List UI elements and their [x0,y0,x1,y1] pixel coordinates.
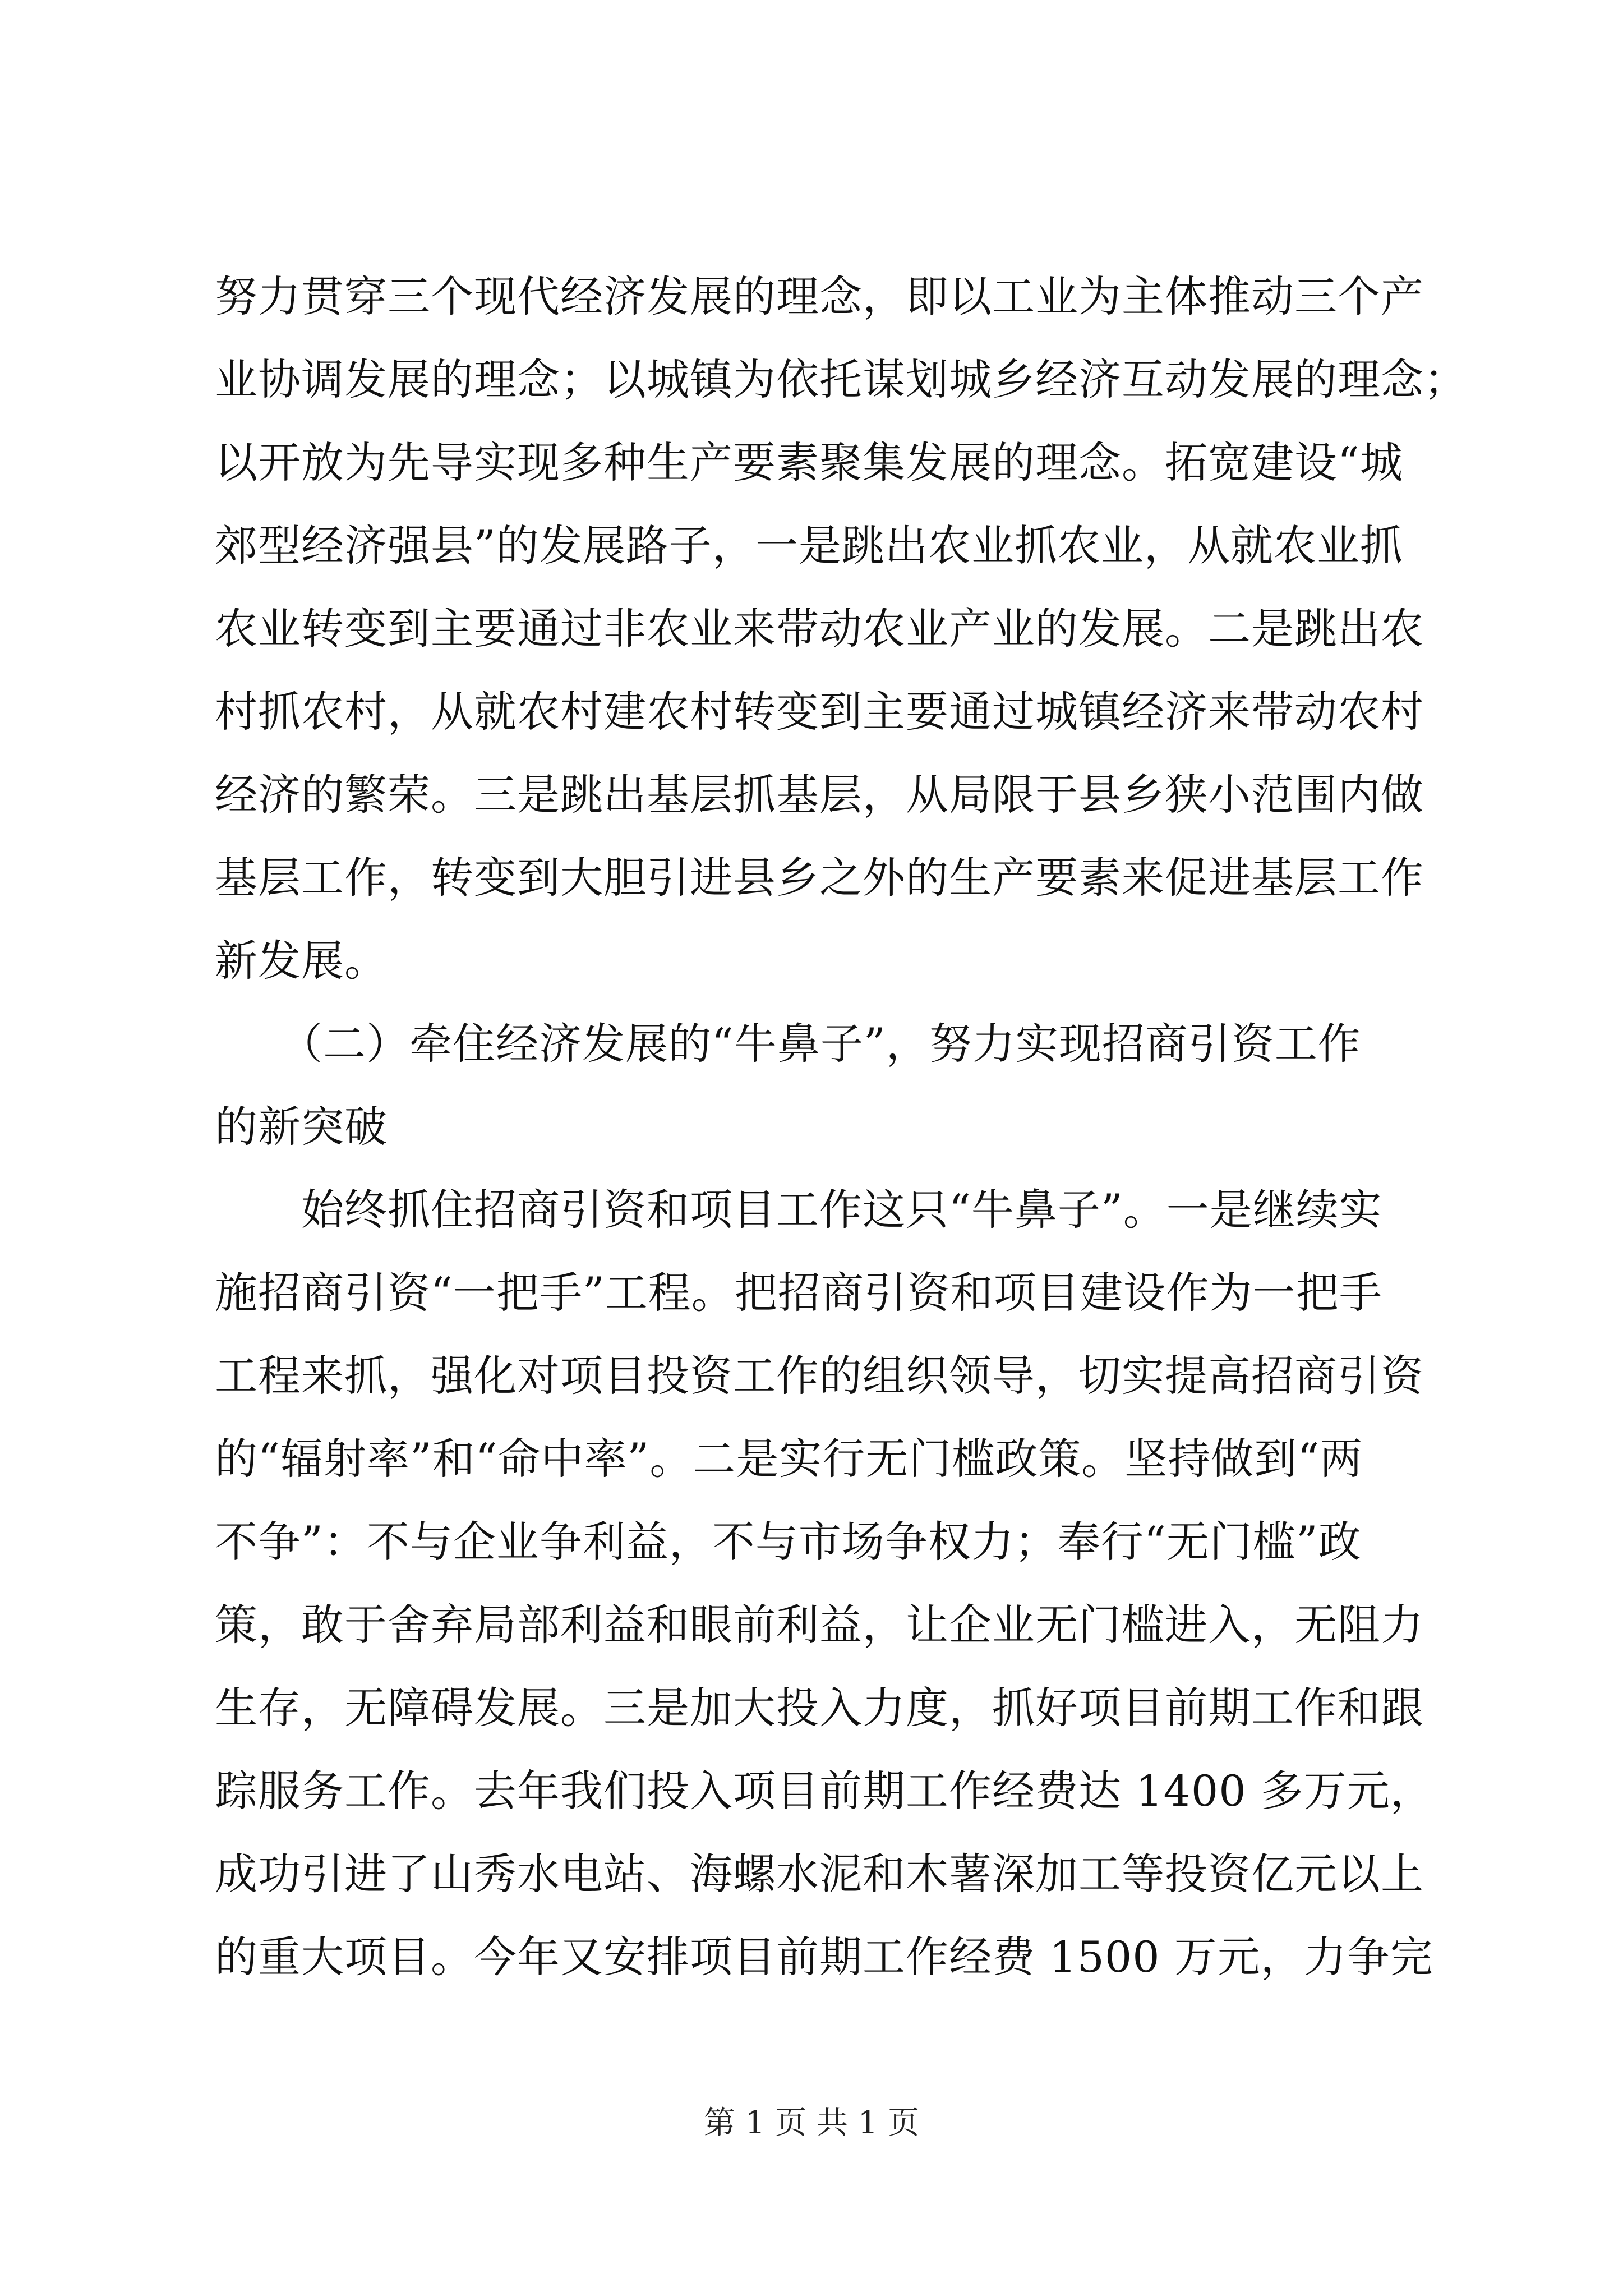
body-text [215,255,1467,1999]
section-heading-line: 的新突破 [215,1102,388,1152]
text-line: 生存，无障碍发展。三是加大投入力度，抓好项目前期工作和跟 [215,1683,1424,1733]
text-line: 工程来抓，强化对项目投资工作的组织领导，切实提高招商引资 [215,1351,1424,1401]
text-line: 经济的繁荣。三是跳出基层抓基层，从局限于县乡狭小范围内做 [215,770,1424,820]
text-line: 新发展。 [215,936,388,986]
text-line: 成功引进了山秀水电站、海螺水泥和木薯深加工等投资亿元以上 [215,1849,1424,1899]
text-line: 郊型经济强县”的发展路子，一是跳出农业抓农业，从就农业抓 [215,521,1403,570]
text-line: 始终抓住招商引资和项目工作这只“牛鼻子”。一是继续实 [215,1185,1382,1235]
text-line: 努力贯穿三个现代经济发展的理念，即以工业为主体推动三个产 [215,272,1424,321]
text-line: 策，敢于舍弃局部利益和眼前利益，让企业无门槛进入，无阻力 [215,1600,1424,1650]
text-line: 以开放为先导实现多种生产要素聚集发展的理念。拓宽建设“城 [215,438,1403,487]
text-line: 村抓农村，从就农村建农村转变到主要通过城镇经济来带动农村 [215,687,1424,737]
section-heading-line: （二）牵住经济发展的“牛鼻子”，努力实现招商引资工作 [215,1019,1361,1069]
text-line: 施招商引资“一把手”工程。把招商引资和项目建设作为一把手 [215,1268,1382,1318]
text-line: 的重大项目。今年又安排项目前期工作经费 1500 万元，力争完 [215,1932,1433,1982]
text-line: 基层工作，转变到大胆引进县乡之外的生产要素来促进基层工作 [215,853,1424,903]
text-line: 业协调发展的理念；以城镇为依托谋划城乡经济互动发展的理念； [215,355,1467,404]
text-line: 农业转变到主要通过非农业来带动农业产业的发展。二是跳出农 [215,604,1424,654]
text-line: 的“辐射率”和“命中率”。二是实行无门槛政策。坚持做到“两 [215,1434,1363,1484]
page-number-footer: 第 1 页 共 1 页 [703,2105,920,2141]
text-line: 不争”：不与企业争利益，不与市场争权力；奉行“无门槛”政 [215,1517,1362,1567]
text-line: 踪服务工作。去年我们投入项目前期工作经费达 1400 多万元， [215,1766,1433,1816]
